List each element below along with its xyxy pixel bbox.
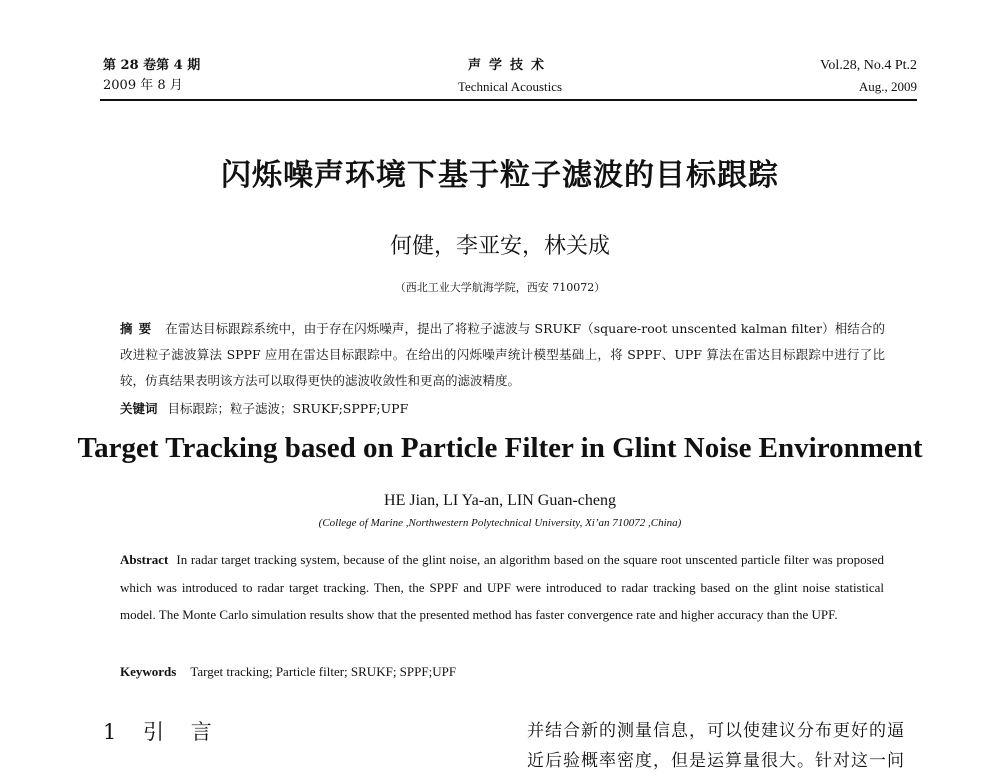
abstract-en <box>120 546 884 629</box>
right-column-body-text: 并结合新的测量信息，可以使建议分布更好的逼近后验概率密度，但是运算量很大。针对这一问 <box>527 721 905 771</box>
paper-title-cn: 闪烁噪声环境下基于粒子滤波的目标跟踪 <box>221 158 779 193</box>
journal-name-cn: 声学技术 <box>467 58 552 73</box>
affiliation-en: (College of Marine ,Northwestern Polytechnical University, Xi’an 710072 ,China) <box>318 517 682 529</box>
journal-volume-issue: 第 28 卷第 4 期 <box>103 58 201 73</box>
keywords-cn-label: 关键词 <box>120 401 158 416</box>
keywords-en-label: Keywords <box>120 664 177 679</box>
abstract-cn-label: 摘要 <box>120 321 158 336</box>
authors-en: HE Jian, LI Ya-an, LIN Guan-cheng <box>384 492 616 509</box>
paper-title-en: Target Tracking based on Particle Filter in Glint Noise Environment <box>77 432 923 464</box>
header-rule <box>100 99 917 101</box>
journal-volume-en: Vol.28, No.4 Pt.2 <box>820 58 917 73</box>
journal-date-cn: 2009 年 8 月 <box>103 78 183 93</box>
abstract-en-text: In radar target tracking system, because of the glint noise, an algorithm based on the square root unscented particle filter was proposed which was introduced to radar target tracking. Then, the SPPF and UPF were introduced to radar tracking based on the glint noise statistical model. The Monte Carlo simulation results show that the presented method has faster convergence rate and higher accuracy than the UPF. <box>120 552 884 622</box>
keywords-cn <box>120 399 408 417</box>
journal-name-en: Technical Acoustics <box>457 79 563 94</box>
keywords-en-text: Target tracking; Particle filter; SRUKF; SPPF;UPF <box>190 664 457 679</box>
abstract-cn-text: 在雷达目标跟踪系统中，由于存在闪烁噪声，提出了将粒子滤波与 SRUKF（square-root unscented kalman filter）相结合的改进粒子滤波算法 SPPF 应用在雷达目标跟踪中。在给出的闪烁噪声统计模型基础上，将 SPPF、UPF 算法在雷达目标跟踪中进行了比较，仿真结果表明该方法可以取得更快的滤波收敛性和更高的滤波精度。 <box>120 321 885 388</box>
affiliation-cn: （西北工业大学航海学院，西安 710072） <box>394 281 606 294</box>
abstract-en-label: Abstract <box>120 552 169 567</box>
keywords-en <box>120 664 456 680</box>
authors-cn: 何健，李亚安，林关成 <box>389 234 610 259</box>
keywords-cn-text: 目标跟踪；粒子滤波；SRUKF;SPPF;UPF <box>167 401 409 416</box>
journal-date-en: Aug., 2009 <box>858 79 917 94</box>
section-heading-introduction: 1 引 言 <box>103 720 222 744</box>
abstract-cn <box>120 316 885 394</box>
